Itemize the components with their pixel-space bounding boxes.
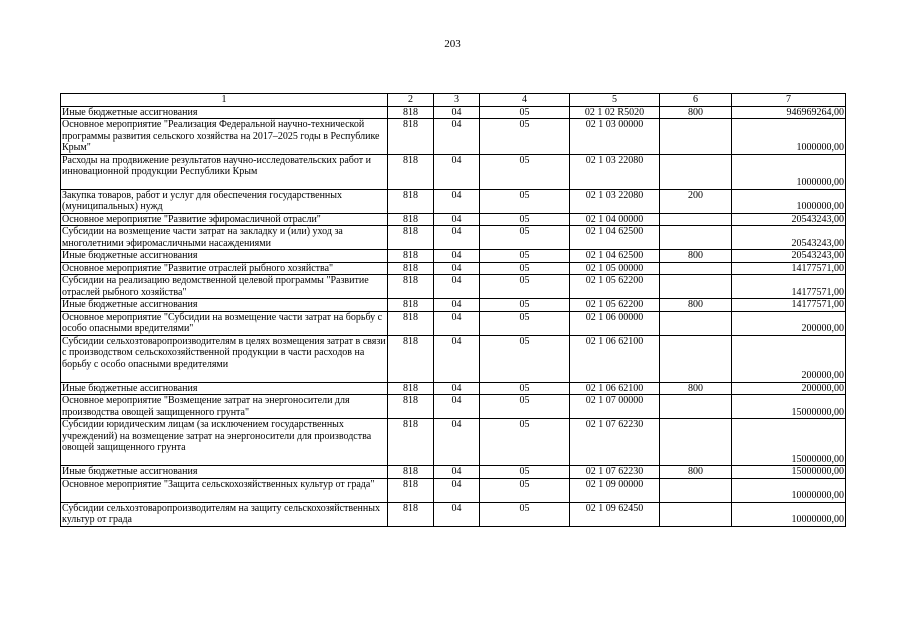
table-body xyxy=(61,94,846,527)
row-amount: 20543243,00 xyxy=(732,250,846,263)
row-name: Субсидии на возмещение части затрат на закладку и (или) уход за многолетними эфиромасличными насаждениями xyxy=(61,226,388,250)
table-row xyxy=(61,299,846,312)
table-row xyxy=(61,466,846,479)
row-col-2: 818 xyxy=(388,154,434,189)
row-amount: 1000000,00 xyxy=(732,154,846,189)
row-col-5: 02 1 04 62500 xyxy=(570,250,660,263)
table-row xyxy=(61,154,846,189)
row-amount: 200000,00 xyxy=(732,382,846,395)
row-col-3: 04 xyxy=(434,502,480,526)
header-col-7: 7 xyxy=(732,94,846,107)
row-col-4: 05 xyxy=(480,299,570,312)
row-name: Основное мероприятие "Возмещение затрат на энергоносители для производства овощей защищенного грунта" xyxy=(61,395,388,419)
table-row xyxy=(61,275,846,299)
table-row xyxy=(61,106,846,119)
row-col-5: 02 1 03 22080 xyxy=(570,154,660,189)
row-name: Основное мероприятие "Защита сельскохозяйственных культур от града" xyxy=(61,478,388,502)
row-col-6 xyxy=(660,262,732,275)
header-col-4: 4 xyxy=(480,94,570,107)
row-col-5: 02 1 06 00000 xyxy=(570,311,660,335)
row-col-6 xyxy=(660,502,732,526)
row-col-2: 818 xyxy=(388,106,434,119)
row-name: Иные бюджетные ассигнования xyxy=(61,466,388,479)
table-row xyxy=(61,250,846,263)
row-col-4: 05 xyxy=(480,189,570,213)
row-col-2: 818 xyxy=(388,478,434,502)
row-col-4: 05 xyxy=(480,311,570,335)
table-row xyxy=(61,119,846,155)
row-amount: 200000,00 xyxy=(732,311,846,335)
row-col-3: 04 xyxy=(434,154,480,189)
row-amount: 1000000,00 xyxy=(732,119,846,155)
row-col-3: 04 xyxy=(434,419,480,466)
row-col-3: 04 xyxy=(434,395,480,419)
row-col-4: 05 xyxy=(480,466,570,479)
row-col-5: 02 1 06 62100 xyxy=(570,382,660,395)
row-col-5: 02 1 07 00000 xyxy=(570,395,660,419)
row-col-3: 04 xyxy=(434,119,480,155)
table-row xyxy=(61,502,846,526)
row-name: Основное мероприятие "Реализация Федеральной научно-технической программы развития сельского хозяйства на 2017–2025 годы в Республике Крым" xyxy=(61,119,388,155)
row-col-3: 04 xyxy=(434,466,480,479)
row-name: Субсидии юридическим лицам (за исключением государственных учреждений) на возмещение затрат на энергоносители для производства овощей защищенного грунта xyxy=(61,419,388,466)
header-col-2: 2 xyxy=(388,94,434,107)
row-col-3: 04 xyxy=(434,189,480,213)
row-col-2: 818 xyxy=(388,311,434,335)
row-col-5: 02 1 02 R5020 xyxy=(570,106,660,119)
row-col-2: 818 xyxy=(388,226,434,250)
row-amount: 1000000,00 xyxy=(732,189,846,213)
row-amount: 10000000,00 xyxy=(732,478,846,502)
row-col-5: 02 1 03 22080 xyxy=(570,189,660,213)
row-col-4: 05 xyxy=(480,395,570,419)
row-col-5: 02 1 05 62200 xyxy=(570,275,660,299)
row-col-3: 04 xyxy=(434,299,480,312)
row-col-5: 02 1 03 00000 xyxy=(570,119,660,155)
row-col-4: 05 xyxy=(480,478,570,502)
row-name: Иные бюджетные ассигнования xyxy=(61,299,388,312)
row-col-2: 818 xyxy=(388,250,434,263)
row-col-5: 02 1 04 00000 xyxy=(570,213,660,226)
row-col-4: 05 xyxy=(480,335,570,382)
row-col-6 xyxy=(660,419,732,466)
table-row xyxy=(61,335,846,382)
row-col-4: 05 xyxy=(480,154,570,189)
row-col-6: 800 xyxy=(660,382,732,395)
row-col-4: 05 xyxy=(480,226,570,250)
header-col-3: 3 xyxy=(434,94,480,107)
row-name: Иные бюджетные ассигнования xyxy=(61,106,388,119)
row-name: Субсидии сельхозтоваропроизводителям в целях возмещения затрат в связи с производством сельскохозяйственной продукции в части расходов на борьбу с особо опасными вредителями xyxy=(61,335,388,382)
row-col-6: 800 xyxy=(660,466,732,479)
row-col-5: 02 1 07 62230 xyxy=(570,466,660,479)
row-col-4: 05 xyxy=(480,106,570,119)
row-col-3: 04 xyxy=(434,106,480,119)
header-col-1: 1 xyxy=(61,94,388,107)
row-col-2: 818 xyxy=(388,213,434,226)
table-row xyxy=(61,478,846,502)
row-col-2: 818 xyxy=(388,119,434,155)
row-col-2: 818 xyxy=(388,275,434,299)
row-col-3: 04 xyxy=(434,250,480,263)
row-name: Основное мероприятие "Субсидии на возмещение части затрат на борьбу с особо опасными вредителями" xyxy=(61,311,388,335)
row-col-2: 818 xyxy=(388,189,434,213)
table-row xyxy=(61,395,846,419)
row-col-6 xyxy=(660,213,732,226)
row-amount: 200000,00 xyxy=(732,335,846,382)
row-col-2: 818 xyxy=(388,502,434,526)
budget-table xyxy=(60,93,846,527)
row-col-6 xyxy=(660,154,732,189)
row-col-5: 02 1 05 62200 xyxy=(570,299,660,312)
table-row xyxy=(61,311,846,335)
row-col-4: 05 xyxy=(480,119,570,155)
row-col-2: 818 xyxy=(388,395,434,419)
row-col-3: 04 xyxy=(434,275,480,299)
row-name: Субсидии сельхозтоваропроизводителям на защиту сельскохозяйственных культур от града xyxy=(61,502,388,526)
row-col-2: 818 xyxy=(388,466,434,479)
table-row xyxy=(61,382,846,395)
row-col-4: 05 xyxy=(480,250,570,263)
row-name: Иные бюджетные ассигнования xyxy=(61,382,388,395)
row-col-5: 02 1 09 00000 xyxy=(570,478,660,502)
header-row xyxy=(61,94,846,107)
row-name: Субсидии на реализацию ведомственной целевой программы "Развитие отраслей рыбного хозяйства" xyxy=(61,275,388,299)
header-col-5: 5 xyxy=(570,94,660,107)
row-col-3: 04 xyxy=(434,311,480,335)
row-col-6 xyxy=(660,395,732,419)
row-col-5: 02 1 06 62100 xyxy=(570,335,660,382)
row-col-2: 818 xyxy=(388,262,434,275)
page-number: 203 xyxy=(444,38,461,50)
row-col-3: 04 xyxy=(434,262,480,275)
row-col-6: 800 xyxy=(660,299,732,312)
row-name: Закупка товаров, работ и услуг для обеспечения государственных (муниципальных) нужд xyxy=(61,189,388,213)
row-col-6: 200 xyxy=(660,189,732,213)
row-col-4: 05 xyxy=(480,382,570,395)
row-amount: 20543243,00 xyxy=(732,226,846,250)
row-amount: 15000000,00 xyxy=(732,419,846,466)
table-row xyxy=(61,419,846,466)
row-col-3: 04 xyxy=(434,226,480,250)
row-col-6 xyxy=(660,478,732,502)
row-amount: 15000000,00 xyxy=(732,395,846,419)
row-col-3: 04 xyxy=(434,382,480,395)
table-row xyxy=(61,262,846,275)
header-col-6: 6 xyxy=(660,94,732,107)
row-name: Расходы на продвижение результатов научно-исследовательских работ и инновационной продукции Республики Крым xyxy=(61,154,388,189)
row-col-5: 02 1 04 62500 xyxy=(570,226,660,250)
row-col-6 xyxy=(660,335,732,382)
row-col-4: 05 xyxy=(480,419,570,466)
row-amount: 14177571,00 xyxy=(732,262,846,275)
row-col-6 xyxy=(660,311,732,335)
row-amount: 14177571,00 xyxy=(732,275,846,299)
row-col-6: 800 xyxy=(660,106,732,119)
row-amount: 946969264,00 xyxy=(732,106,846,119)
row-col-3: 04 xyxy=(434,478,480,502)
table-row xyxy=(61,189,846,213)
row-col-4: 05 xyxy=(480,502,570,526)
row-col-6 xyxy=(660,119,732,155)
row-col-6 xyxy=(660,226,732,250)
row-col-4: 05 xyxy=(480,213,570,226)
table-row xyxy=(61,226,846,250)
row-col-5: 02 1 05 00000 xyxy=(570,262,660,275)
row-name: Основное мероприятие "Развитие эфиромасличной отрасли" xyxy=(61,213,388,226)
row-col-6: 800 xyxy=(660,250,732,263)
row-col-2: 818 xyxy=(388,419,434,466)
row-name: Основное мероприятие "Развитие отраслей рыбного хозяйства" xyxy=(61,262,388,275)
row-name: Иные бюджетные ассигнования xyxy=(61,250,388,263)
row-amount: 20543243,00 xyxy=(732,213,846,226)
row-col-3: 04 xyxy=(434,213,480,226)
row-col-6 xyxy=(660,275,732,299)
row-amount: 10000000,00 xyxy=(732,502,846,526)
table-row xyxy=(61,213,846,226)
row-col-2: 818 xyxy=(388,299,434,312)
row-col-4: 05 xyxy=(480,262,570,275)
row-col-3: 04 xyxy=(434,335,480,382)
row-col-4: 05 xyxy=(480,275,570,299)
row-amount: 14177571,00 xyxy=(732,299,846,312)
row-amount: 15000000,00 xyxy=(732,466,846,479)
row-col-2: 818 xyxy=(388,335,434,382)
row-col-5: 02 1 09 62450 xyxy=(570,502,660,526)
row-col-2: 818 xyxy=(388,382,434,395)
row-col-5: 02 1 07 62230 xyxy=(570,419,660,466)
